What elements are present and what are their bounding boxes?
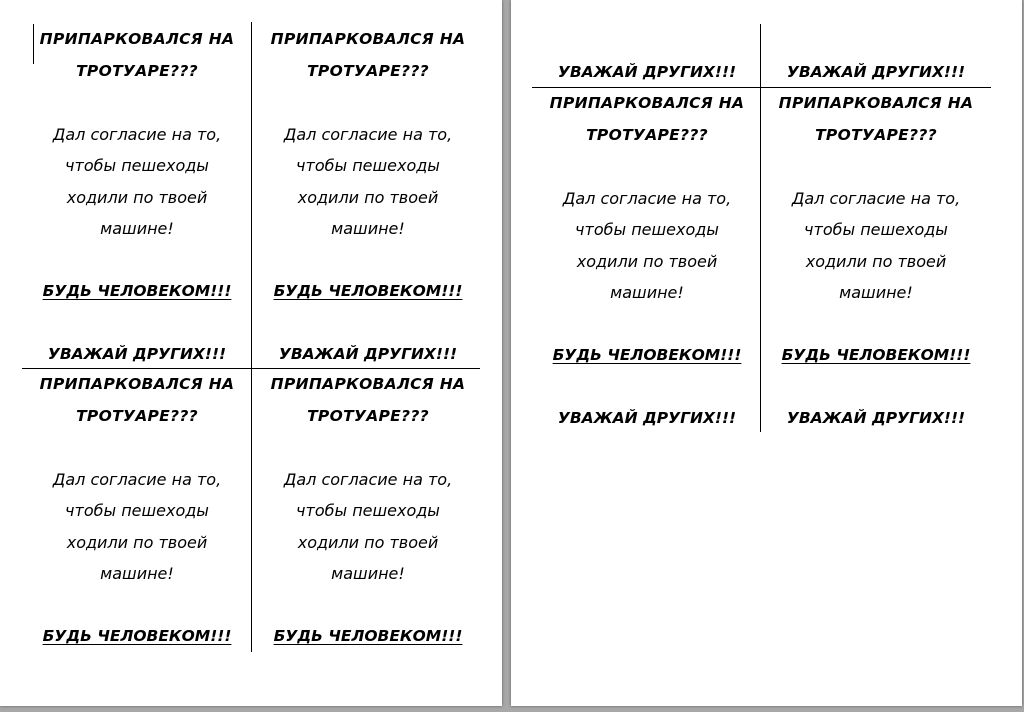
flyer-body-line-3: ходили по твоей: [66, 187, 208, 207]
table-row-divider: [22, 368, 480, 369]
flyer-body-line-1: Дал согласие на то,: [52, 469, 222, 489]
flyer-body-line-1: Дал согласие на то,: [283, 124, 453, 144]
flyer-call-to-action: БУДЬ ЧЕЛОВЕКОМ!!!: [273, 627, 463, 645]
flyer-body-line-4: машине!: [331, 219, 405, 238]
flyer-body-line-2: чтобы пешеходы: [296, 156, 440, 175]
flyer-cell: [253, 24, 483, 371]
flyer-body-line-4: машине!: [331, 564, 405, 583]
flyer-heading-line-1: ПРИПАРКОВАЛСЯ НА: [270, 375, 466, 393]
flyer-body-line-3: ходили по твоей: [297, 532, 439, 552]
flyer-cell: [532, 88, 762, 435]
flyer-body-line-1: Дал согласие на то,: [52, 124, 222, 144]
flyer-heading-line-1: ПРИПАРКОВАЛСЯ НА: [549, 94, 745, 112]
flyer-respect-line: УВАЖАЙ ДРУГИХ!!!: [47, 345, 227, 363]
flyer-heading-line-2: ТРОТУАРЕ???: [307, 61, 429, 80]
flyer-respect-line: УВАЖАЙ ДРУГИХ!!!: [786, 63, 966, 81]
table-row-divider: [532, 87, 991, 88]
table-column-divider: [760, 24, 761, 432]
document-page-2: [511, 0, 1022, 706]
flyer-heading-line-1: ПРИПАРКОВАЛСЯ НА: [39, 30, 235, 48]
flyer-respect-line: УВАЖАЙ ДРУГИХ!!!: [786, 409, 966, 427]
flyer-body-line-1: Дал согласие на то,: [562, 188, 732, 208]
flyer-heading-line-2: ТРОТУАРЕ???: [586, 125, 708, 144]
flyer-heading-line-2: ТРОТУАРЕ???: [76, 61, 198, 80]
flyer-body-line-3: ходили по твоей: [297, 187, 439, 207]
flyer-heading-line-2: ТРОТУАРЕ???: [815, 125, 937, 144]
flyer-respect-line: УВАЖАЙ ДРУГИХ!!!: [557, 63, 737, 81]
flyer-cell: [761, 88, 991, 435]
flyer-cell: [22, 24, 252, 371]
flyer-cell: [22, 369, 252, 653]
flyer-body-line-2: чтобы пешеходы: [575, 220, 719, 239]
flyer-heading-line-2: ТРОТУАРЕ???: [307, 406, 429, 425]
flyer-cell: [761, 57, 991, 89]
flyer-body-line-3: ходили по твоей: [805, 251, 947, 271]
document-page-1: [0, 0, 502, 706]
flyer-body-line-2: чтобы пешеходы: [65, 501, 209, 520]
flyer-body-line-4: машине!: [100, 564, 174, 583]
flyer-body-line-3: ходили по твоей: [576, 251, 718, 271]
flyer-body-line-1: Дал согласие на то,: [791, 188, 961, 208]
flyer-body-line-1: Дал согласие на то,: [283, 469, 453, 489]
flyer-call-to-action: БУДЬ ЧЕЛОВЕКОМ!!!: [552, 346, 742, 364]
table-column-divider: [251, 22, 252, 652]
flyer-heading-line-1: ПРИПАРКОВАЛСЯ НА: [39, 375, 235, 393]
flyer-body-line-2: чтобы пешеходы: [804, 220, 948, 239]
flyer-call-to-action: БУДЬ ЧЕЛОВЕКОМ!!!: [42, 282, 232, 300]
flyer-heading-line-2: ТРОТУАРЕ???: [76, 406, 198, 425]
flyer-respect-line: УВАЖАЙ ДРУГИХ!!!: [278, 345, 458, 363]
flyer-body-line-2: чтобы пешеходы: [296, 501, 440, 520]
flyer-call-to-action: БУДЬ ЧЕЛОВЕКОМ!!!: [781, 346, 971, 364]
flyer-body-line-2: чтобы пешеходы: [65, 156, 209, 175]
flyer-heading-line-1: ПРИПАРКОВАЛСЯ НА: [778, 94, 974, 112]
flyer-body-line-4: машине!: [100, 219, 174, 238]
flyer-body-line-3: ходили по твоей: [66, 532, 208, 552]
flyer-cell: [253, 369, 483, 653]
flyer-cell: [532, 57, 762, 89]
flyer-call-to-action: БУДЬ ЧЕЛОВЕКОМ!!!: [273, 282, 463, 300]
flyer-heading-line-1: ПРИПАРКОВАЛСЯ НА: [270, 30, 466, 48]
flyer-body-line-4: машине!: [839, 283, 913, 302]
flyer-call-to-action: БУДЬ ЧЕЛОВЕКОМ!!!: [42, 627, 232, 645]
flyer-respect-line: УВАЖАЙ ДРУГИХ!!!: [557, 409, 737, 427]
flyer-body-line-4: машине!: [610, 283, 684, 302]
